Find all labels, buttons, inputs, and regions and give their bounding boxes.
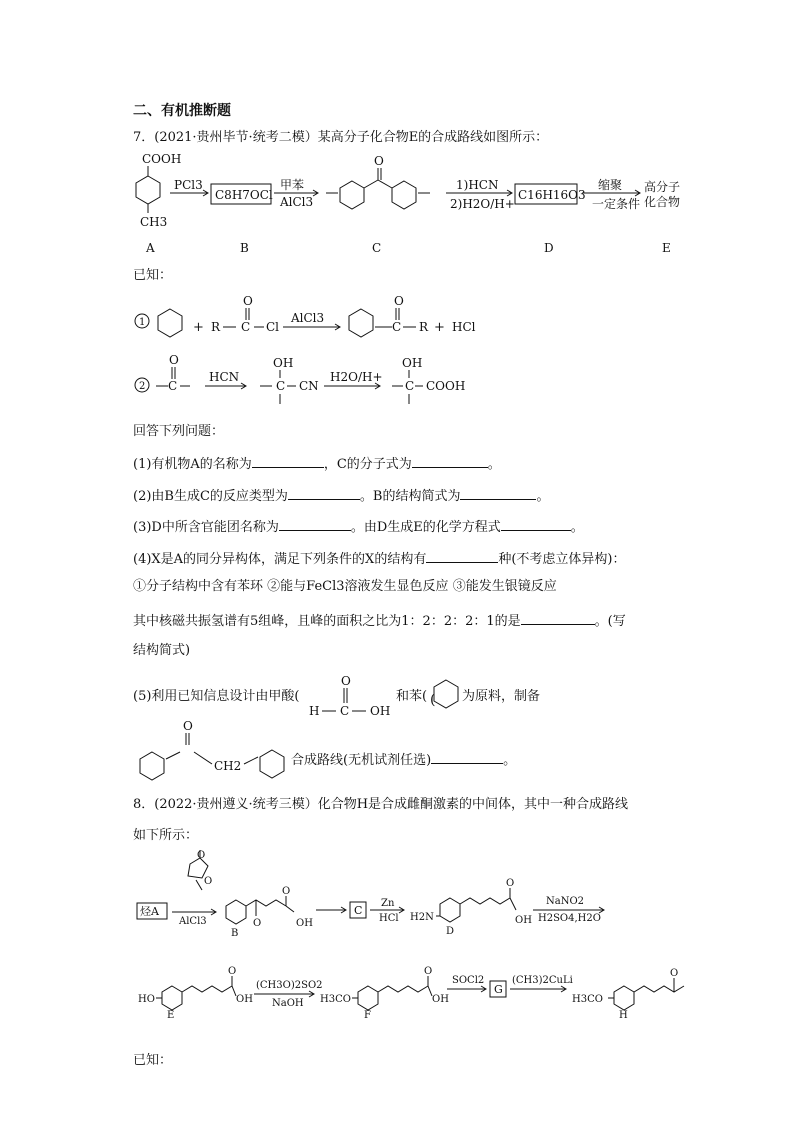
reagent-2-bottom: AlCl3 <box>280 195 314 209</box>
label-D: D <box>544 241 554 255</box>
D-OH: OH <box>515 915 532 926</box>
box-D-text: C16H16O3 <box>518 188 586 202</box>
eq2-reagent-2: H2O/H+ <box>330 370 383 384</box>
label-E: E <box>167 1010 175 1021</box>
eq2-OH-2: OH <box>402 356 423 370</box>
q8-intro-line2: 如下所示： <box>133 828 199 843</box>
reagent-4-top: 缩聚 <box>598 178 623 192</box>
reagent-Me2SO4: (CH3O)2SO2 <box>256 980 323 991</box>
eq1-reagent: AlCl3 <box>291 311 325 325</box>
formic-H: H <box>309 704 320 718</box>
ring-O2: O <box>204 876 213 887</box>
label-B: B <box>240 241 249 255</box>
ring-O1: O <box>197 850 206 861</box>
formic-OH: OH <box>370 704 391 718</box>
q7-part5-d: 合成路线(无机试剂任选) 。 <box>291 753 517 768</box>
eq2-C3: C <box>405 379 415 393</box>
eq1-R: R <box>211 320 221 334</box>
q7-part3: (3)D中所含官能团名称为 。由D生成E的化学方程式 。 <box>133 520 584 535</box>
target-O: O <box>183 719 193 733</box>
box-B-text: C8H7OCl <box>215 188 273 202</box>
formic-O: O <box>341 674 351 688</box>
target-CH2: CH2 <box>214 759 242 773</box>
eq1-product-O: O <box>394 294 404 308</box>
E-OH: OH <box>236 994 253 1005</box>
reagent-cuprate: (CH3)2CuLi <box>512 975 573 986</box>
B-OH: OH <box>296 918 313 929</box>
reagent-H2SO4: H2SO4,H2O <box>538 913 601 924</box>
q7-part5-b: 和苯( <box>396 689 428 704</box>
carbonyl-O: O <box>374 154 384 168</box>
D-O: O <box>506 878 515 889</box>
eq1-O: O <box>243 294 253 308</box>
eq2-COOH: COOH <box>426 379 466 393</box>
q8-intro-line1: 8．(2022·贵州遵义·统考三模）化合物H是合成雌酮激素的中间体，其中一种合成路线 <box>133 797 629 812</box>
F-O: O <box>424 966 433 977</box>
q8-known-label: 已知： <box>133 1053 173 1068</box>
eq2-C1: C <box>168 379 178 393</box>
q7-part4-conditions: ①分子结构中含有苯环 ②能与FeCl3溶液发生显色反应 ③能发生银镜反应 <box>133 579 557 594</box>
B-O2: O <box>282 886 291 897</box>
label-D: D <box>446 926 455 937</box>
reagent-1: PCl3 <box>174 178 203 192</box>
eq1-product-C: C <box>392 320 402 334</box>
label-A: A <box>146 241 155 255</box>
eq2-reagent-1: HCN <box>209 370 240 384</box>
q7-answer-prompt: 回答下列问题： <box>133 424 225 439</box>
circle-numeral: 1 <box>139 317 146 328</box>
section-title: 二、有机推断题 <box>133 103 231 119</box>
F-H3CO: H3CO <box>320 994 351 1005</box>
E-HO: HO <box>138 994 155 1005</box>
product-E-line2: 化合物 <box>644 195 681 209</box>
product-E-line1: 高分子 <box>644 180 681 194</box>
B-O: O <box>253 918 262 929</box>
H-H3CO: H3CO <box>572 994 603 1005</box>
q7-intro: 7．(2021·贵州毕节·统考二模）某高分子化合物E的合成路线如图所示： <box>133 130 549 145</box>
box-G-text: G <box>494 983 503 996</box>
reagent-Zn: Zn <box>381 898 395 909</box>
eq2-OH-1: OH <box>273 356 294 370</box>
benzene-ring-F <box>358 986 378 1010</box>
benzene-ring-H <box>614 986 634 1010</box>
reagent-NaOH: NaOH <box>272 998 304 1009</box>
F-OH: OH <box>432 994 449 1005</box>
q7-part1: (1)有机物A的名称为 ，C的分子式为 。 <box>133 457 501 472</box>
eq1-HCl: HCl <box>452 320 476 334</box>
benzene-ring-E <box>162 986 182 1010</box>
reagent-SOCl2: SOCl2 <box>452 975 485 986</box>
box-A-text: 烃A <box>140 905 159 918</box>
eq1-plus-1: + <box>193 320 204 335</box>
reagent-2-top: 甲苯 <box>280 178 305 192</box>
q7-part5-a: (5)利用已知信息设计由甲酸( <box>133 689 300 704</box>
reagent-3-bottom: 2)H2O/H+ <box>450 197 515 211</box>
label-H: H <box>619 1010 628 1021</box>
reagent-HCl: HCl <box>379 913 399 924</box>
label-C: C <box>372 241 382 255</box>
anhydride-ring <box>188 858 208 878</box>
label-F: F <box>364 1010 371 1021</box>
reagent-NaNO2: NaNO2 <box>546 896 585 907</box>
circle-numeral: 2 <box>139 381 146 392</box>
eq2-O: O <box>169 353 179 367</box>
label-E: E <box>662 241 671 255</box>
benzene-ring-D <box>440 898 460 922</box>
benzene-ring-B <box>226 900 246 924</box>
reagent-4-bottom: 一定条件 <box>592 197 641 211</box>
eq1-C: C <box>241 320 251 334</box>
q7-part5-c: 为原料，制备 <box>462 689 541 704</box>
reagent-AlCl3: AlCl3 <box>179 916 207 927</box>
paren-open: ( <box>430 692 436 708</box>
label-B: B <box>231 928 239 939</box>
A-group-top: COOH <box>142 152 182 166</box>
eq1-Cl: Cl <box>266 320 280 334</box>
eq2-CN: CN <box>299 379 319 393</box>
H-O: O <box>670 968 679 979</box>
eq1-plus-2: + <box>434 320 445 335</box>
reagent-3-top: 1)HCN <box>456 178 499 192</box>
eq1-product-R: R <box>419 320 429 334</box>
E-O: O <box>228 966 237 977</box>
formic-C: C <box>340 704 350 718</box>
box-C-text: C <box>354 904 363 917</box>
q7-part4-line2: 其中核磁共振氢谱有5组峰，且峰的面积之比为1：2：2：2：1的是 。(写 <box>133 614 626 629</box>
eq2-C2: C <box>276 379 286 393</box>
q7-part4: (4)X是A的同分异构体，满足下列条件的X的结构有 种(不考虑立体异构)： <box>133 552 626 567</box>
q7-part4-line3: 结构简式) <box>133 643 191 658</box>
A-group-bottom: CH3 <box>140 215 168 229</box>
q7-known-label: 已知： <box>133 268 173 283</box>
D-H2N: H2N <box>410 912 434 923</box>
q7-part2: (2)由B生成C的反应类型为 。B的结构简式为 。 <box>133 489 550 504</box>
